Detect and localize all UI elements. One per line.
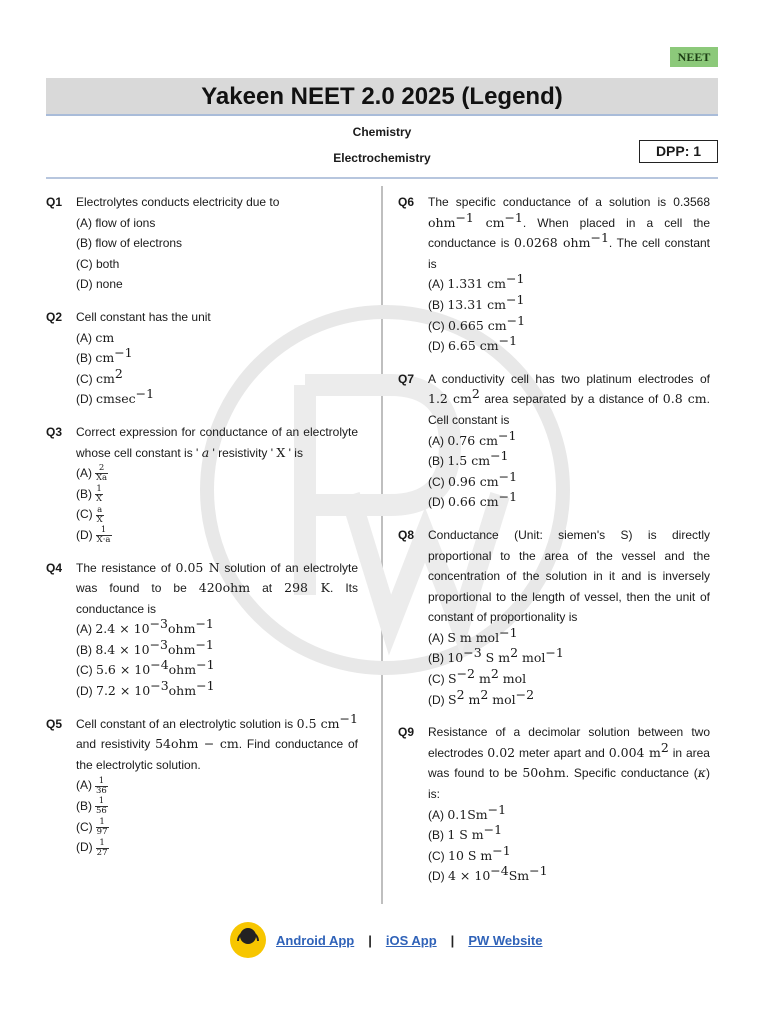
option-d: (D) none: [76, 277, 123, 292]
option-b: (B) flow of electrons: [76, 236, 183, 251]
option-d: (D) $\frac{1}{27}$: [76, 837, 108, 858]
footer-links: [230, 921, 542, 959]
option-d: (D) $\frac{1}{X\cdot a}$: [76, 525, 111, 546]
option-a: (A) 1.331 $cm^{-1}$: [428, 271, 525, 292]
neet-badge: NEET: [670, 47, 718, 67]
option-a: (A) 0.76 $cm^{-1}$: [428, 427, 517, 448]
question-number: Q5: [46, 716, 63, 731]
subject-label: Chemistry: [352, 125, 412, 139]
question-1: [46, 192, 358, 295]
question-2: [46, 307, 358, 410]
question-text: Cell constant of an electrolytic solution is 0.5 $cm^{-1}$ and resistivity 54ohm − cm. Find conductance of the electrolytic solution.: [76, 710, 358, 772]
question-number: Q2: [46, 309, 63, 324]
dpp-box: DPP: 1: [639, 140, 718, 163]
left-column: [46, 192, 358, 858]
option-c: (C) 0.96 $cm^{-1}$: [428, 468, 518, 489]
option-b: (B) $\frac{1}{X}$: [76, 484, 103, 505]
customer-service-icon: [230, 922, 266, 958]
option-b: (B) $10^{-3}$ S $m^2$ mol$^{-1}$: [428, 645, 564, 666]
option-c: (C) $\frac{1}{97}$: [76, 816, 108, 837]
option-a: (A) cm: [76, 329, 115, 345]
option-c: (C) $cm^2$: [76, 365, 123, 386]
option-d: (D) $4 \times 10^{-4}Sm^{-1}$: [428, 863, 548, 884]
question-number: Q1: [46, 195, 63, 209]
option-a: (A) $\frac{2}{Xa}$: [76, 463, 108, 484]
option-c: (C) 0.665 $cm^{-1}$: [428, 312, 526, 333]
question-number: Q9: [398, 725, 415, 740]
option-a: (A) $\frac{1}{36}$: [76, 775, 107, 796]
question-number: Q8: [398, 527, 415, 542]
chapter-label: Electrochemistry: [333, 151, 431, 165]
page-title: Yakeen NEET 2.0 2025 (Legend): [46, 78, 718, 116]
option-c: (C) $5.6 \times 10^{-4}ohm^{-1}$: [76, 657, 215, 678]
question-7: [398, 369, 710, 513]
question-8: [398, 525, 710, 710]
option-d: (D) 6.65 $cm^{-1}$: [428, 333, 518, 354]
question-number: Q6: [398, 195, 415, 209]
header-rule: [46, 177, 718, 179]
option-d: (D) $S^2$ $m^2$ mol$^{-2}$: [428, 686, 535, 707]
option-c: (C) $\frac{a}{X}$: [76, 504, 103, 525]
option-d: (D) 0.66 $cm^{-1}$: [428, 489, 518, 510]
option-c: (C) both: [76, 256, 120, 271]
column-divider: [381, 186, 383, 904]
question-number: Q7: [398, 371, 415, 386]
option-a: (A) $0.1Sm^{-1}$: [428, 801, 507, 822]
pw-website-link[interactable]: PW Website: [468, 932, 543, 948]
option-b: (B) 1.5 $cm^{-1}$: [428, 448, 509, 469]
option-b: (B) $\frac{1}{56}$: [76, 796, 107, 817]
question-5: [46, 710, 358, 858]
question-number: Q4: [46, 560, 63, 575]
question-text: The specific conductance of a solution is 0.3568 ohm$^{-1}$ $cm^{-1}$. When placed in a cell the conductance is 0.0268 ohm$^{-1}$. The cell constant is: [428, 195, 711, 271]
option-a: (A) $2.4 \times 10^{-3}ohm^{-1}$: [76, 616, 214, 637]
question-3: [46, 422, 358, 546]
option-d: (D) cmsec$^{-1}$: [76, 386, 155, 407]
question-text: Correct expression for conductance of an electrolyte whose cell constant is ' a ' resistivity ' X ' is: [76, 424, 358, 460]
ios-app-link[interactable]: iOS App: [385, 932, 437, 948]
question-text: Conductance (Unit: siemen's S) is directly proportional to the area of the vessel and the concentration of the solution in it and is inversely proportional to the length of vessel, then the unit of constant of proportionality is: [428, 527, 710, 625]
footer-separator: |: [368, 932, 372, 948]
android-app-link[interactable]: Android App: [276, 932, 355, 948]
option-a: (A) S m mol$^{-1}$: [428, 624, 518, 645]
option-b: (B) 13.31 $cm^{-1}$: [428, 291, 525, 312]
option-b: (B) $cm^{-1}$: [76, 345, 133, 366]
question-9: [398, 722, 710, 887]
question-text: Electrolytes conducts electricity due to: [76, 195, 280, 209]
question-4: [46, 558, 358, 702]
option-a: (A) flow of ions: [76, 215, 156, 230]
question-text: A conductivity cell has two platinum electrodes of 1.2 $cm^2$ area separated by a distance of 0.8 cm. Cell constant is: [428, 371, 710, 427]
question-text: Resistance of a decimolar solution between two electrodes 0.02 meter apart and 0.004 $m^2$ in area was found to be 50ohm. Specific conductance (κ) is:: [428, 725, 710, 802]
question-text: The resistance of 0.05 N solution of an electrolyte was found to be 420ohm at 298 K. Its conductance is: [76, 559, 358, 616]
option-d: (D) $7.2 \times 10^{-3}ohm^{-1}$: [76, 678, 215, 699]
option-b: (B) 1 S $m^{-1}$: [428, 822, 503, 843]
option-c: (C) 10 S $m^{-1}$: [428, 842, 511, 863]
question-text: Cell constant has the unit: [76, 309, 211, 324]
option-b: (B) $8.4 \times 10^{-3}ohm^{-1}$: [76, 636, 214, 657]
question-number: Q3: [46, 424, 63, 439]
question-6: [398, 192, 710, 357]
option-c: (C) $S^{-2}$ $m^2$ mol: [428, 666, 527, 687]
footer-separator: |: [450, 932, 455, 948]
right-column: [398, 192, 710, 887]
